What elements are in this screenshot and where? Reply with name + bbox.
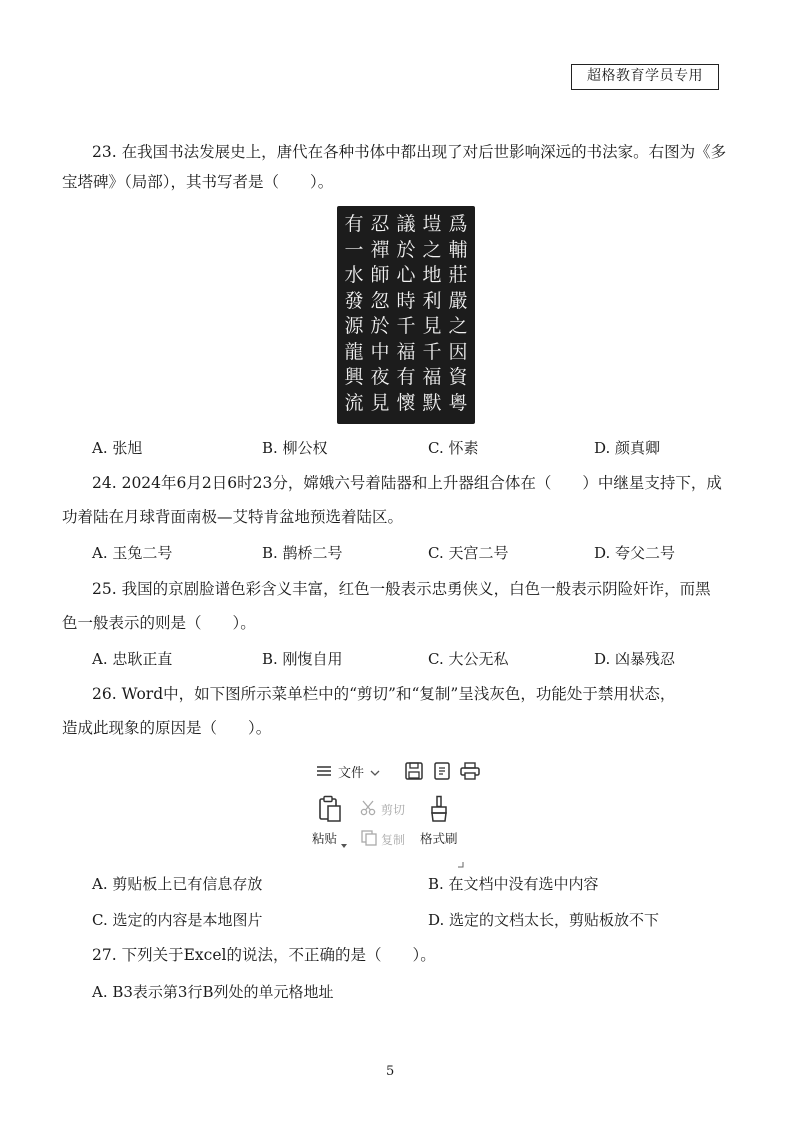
calligraphy-character: 議 <box>396 213 416 235</box>
format-painter-icon[interactable] <box>429 795 449 827</box>
calligraphy-column <box>369 212 391 416</box>
q23-option-c[interactable]: C. 怀素 <box>428 439 479 457</box>
scissors-icon <box>360 800 378 820</box>
paragraph-mark-icon <box>458 853 464 872</box>
q26-text-line1: 26. Word中，如下图所示菜单栏中的“剪切”和“复制”呈浅灰色，功能处于禁用状态， <box>92 685 676 703</box>
q24-text-line2: 功着陆在月球背面南极—艾特肯盆地预选着陆区。 <box>62 508 404 526</box>
calligraphy-character: 師 <box>370 264 390 286</box>
q25-option-d[interactable]: D. 凶暴残忍 <box>594 650 676 668</box>
calligraphy-character: 莊 <box>448 264 468 286</box>
q27-option-a[interactable]: A. B3表示第3行B列处的单元格地址 <box>92 983 334 1001</box>
calligraphy-character: 禪 <box>370 238 390 261</box>
hamburger-menu-icon[interactable] <box>316 762 332 781</box>
q26-option-a[interactable]: A. 剪贴板上已有信息存放 <box>92 875 263 893</box>
calligraphy-image <box>337 206 475 424</box>
calligraphy-character: 地 <box>422 264 442 286</box>
q23-option-b[interactable]: B. 柳公权 <box>262 439 328 457</box>
calligraphy-character: 千 <box>422 340 442 363</box>
calligraphy-character: 資 <box>448 366 468 388</box>
calligraphy-column <box>343 212 365 416</box>
q26-text-line2: 造成此现象的原因是（ ）。 <box>62 719 272 737</box>
calligraphy-character: 忽 <box>370 289 390 312</box>
copy-icon <box>360 829 378 851</box>
calligraphy-character: 嚴 <box>448 289 468 312</box>
calligraphy-character: 利 <box>422 289 442 312</box>
paste-button[interactable]: 粘贴 <box>312 831 338 846</box>
calligraphy-character: 於 <box>370 315 390 337</box>
calligraphy-column <box>395 212 417 416</box>
calligraphy-character: 中 <box>370 340 390 363</box>
export-pdf-icon[interactable] <box>432 761 452 785</box>
q25-text-line1: 25. 我国的京剧脸谱色彩含义丰富，红色一般表示忠勇侠义，白色一般表示阴险奸诈，而黑 <box>92 580 711 598</box>
calligraphy-character: 有 <box>396 366 416 388</box>
q25-option-b[interactable]: B. 刚愎自用 <box>262 650 343 668</box>
calligraphy-character: 時 <box>396 289 416 312</box>
header-badge: 超格教育学员专用 <box>571 64 719 90</box>
copy-button[interactable]: 复制 <box>381 833 406 847</box>
calligraphy-character: 興 <box>344 366 364 388</box>
format-painter-button[interactable]: 格式刷 <box>420 831 458 846</box>
calligraphy-character: 默 <box>422 391 442 414</box>
q23-option-d[interactable]: D. 颜真卿 <box>594 439 661 457</box>
calligraphy-character: 懷 <box>396 391 416 414</box>
chevron-down-icon[interactable] <box>370 762 380 781</box>
calligraphy-character: 福 <box>396 340 416 363</box>
calligraphy-character: 福 <box>422 366 442 388</box>
print-icon[interactable] <box>459 761 481 785</box>
calligraphy-character: 爲 <box>448 213 468 235</box>
q23-option-a[interactable]: A. 张旭 <box>92 439 143 457</box>
q24-option-a[interactable]: A. 玉兔二号 <box>92 544 173 562</box>
calligraphy-character: 千 <box>396 315 416 337</box>
q26-option-b[interactable]: B. 在文档中没有选中内容 <box>428 875 599 893</box>
paste-icon[interactable] <box>318 795 342 827</box>
calligraphy-character: 源 <box>344 315 364 337</box>
calligraphy-character: 於 <box>396 238 416 261</box>
paste-dropdown-icon[interactable] <box>341 834 347 853</box>
calligraphy-character: 龍 <box>344 340 364 363</box>
q24-option-c[interactable]: C. 天宫二号 <box>428 544 509 562</box>
calligraphy-character: 水 <box>344 264 364 286</box>
q25-option-a[interactable]: A. 忠耿正直 <box>92 650 173 668</box>
calligraphy-character: 夜 <box>370 366 390 388</box>
calligraphy-character: 有 <box>344 213 364 235</box>
q23-text-line2: 宝塔碑》（局部），其书写者是（ ）。 <box>62 173 334 191</box>
q26-option-d[interactable]: D. 选定的文档太长，剪贴板放不下 <box>428 911 660 929</box>
q24-option-d[interactable]: D. 夸父二号 <box>594 544 676 562</box>
cut-button[interactable]: 剪切 <box>381 803 406 817</box>
calligraphy-column <box>421 212 443 416</box>
calligraphy-character: 粵 <box>448 391 468 414</box>
page-number: 5 <box>386 1064 395 1079</box>
q25-option-c[interactable]: C. 大公无私 <box>428 650 509 668</box>
calligraphy-character: 輔 <box>448 238 468 261</box>
q26-option-c[interactable]: C. 选定的内容是本地图片 <box>92 911 263 929</box>
calligraphy-character: 流 <box>344 391 364 414</box>
q24-option-b[interactable]: B. 鹊桥二号 <box>262 544 343 562</box>
q25-text-line2: 色一般表示的则是（ ）。 <box>62 614 256 632</box>
calligraphy-character: 之 <box>448 315 468 337</box>
q27-text-line1: 27. 下列关于Excel的说法，不正确的是（ ）。 <box>92 946 436 964</box>
calligraphy-character: 見 <box>422 315 442 337</box>
calligraphy-column <box>447 212 469 416</box>
calligraphy-character: 發 <box>344 289 364 312</box>
calligraphy-character: 一 <box>344 238 364 261</box>
q23-text-line1: 23. 在我国书法发展史上，唐代在各种书体中都出现了对后世影响深远的书法家。右图为《多 <box>92 143 727 161</box>
q24-text-line1: 24. 2024年6月2日6时23分，嫦娥六号着陆器和上升器组合体在（ ）中继星支持下，成 <box>92 474 722 492</box>
file-menu-label[interactable]: 文件 <box>338 766 365 781</box>
calligraphy-character: 忍 <box>370 213 390 235</box>
calligraphy-character: 心 <box>396 264 416 286</box>
calligraphy-character: 之 <box>422 238 442 261</box>
calligraphy-character: 見 <box>370 391 390 414</box>
calligraphy-character: 塏 <box>422 213 442 235</box>
save-icon[interactable] <box>404 761 424 785</box>
calligraphy-character: 因 <box>448 340 468 363</box>
